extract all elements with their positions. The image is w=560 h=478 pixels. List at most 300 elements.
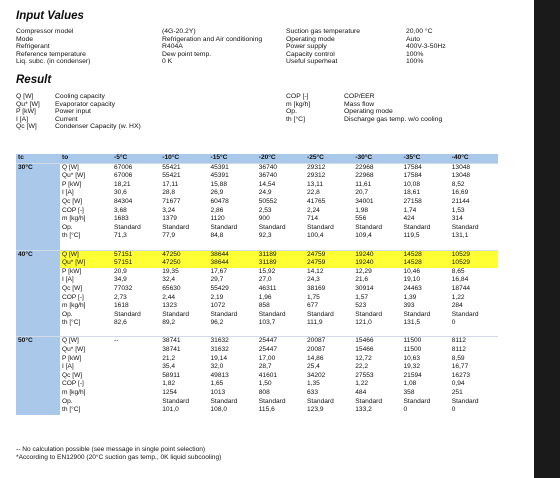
- value-cell: 47250: [160, 259, 208, 268]
- value-cell: 251: [451, 389, 463, 397]
- value-cell: 18,61: [403, 189, 421, 197]
- table-row: [16, 294, 498, 303]
- input-row: [286, 43, 516, 51]
- value-cell: 11500: [402, 337, 450, 346]
- value-cell: 32,4: [162, 276, 176, 284]
- column-header: -15°C: [209, 154, 257, 163]
- value-cell: 14,54: [258, 180, 276, 188]
- input-row: [286, 58, 516, 66]
- value-cell: 38644: [209, 250, 257, 259]
- value-cell: 19,32: [403, 363, 421, 371]
- input-row: [286, 101, 524, 109]
- legend-desc: Discharge gas temp. w/o cooling: [344, 115, 443, 123]
- value-cell: 101,0: [162, 406, 179, 414]
- value-cell: Standard: [307, 310, 334, 318]
- legend-abbr: Q [W]: [16, 93, 34, 100]
- table-row: [16, 250, 498, 259]
- row-label: Op.: [62, 397, 73, 405]
- legend-desc: Current: [55, 115, 78, 123]
- table-row: [16, 285, 498, 294]
- legend-abbr: I [A]: [16, 115, 29, 123]
- value-cell: 10,08: [403, 180, 421, 188]
- value-cell: 55421: [162, 172, 181, 180]
- value-cell: 1013: [210, 389, 226, 397]
- footnote-en12900: *According to EN12900 (20°C suction gas temp., 0K liquid subcooling): [16, 454, 222, 461]
- value-cell: 1683: [114, 215, 129, 223]
- input-values-left: [16, 28, 272, 66]
- value-cell: 1,22: [355, 380, 369, 388]
- row-label: I [A]: [62, 276, 74, 284]
- value-cell: Standard: [258, 397, 286, 405]
- value-cell: 14528: [402, 250, 450, 259]
- value-cell: 45391: [209, 163, 257, 172]
- table-row: [16, 268, 498, 277]
- value-cell: 393: [403, 302, 415, 310]
- value-cell: Standard: [210, 223, 238, 231]
- input-value: 0 K: [162, 58, 173, 66]
- value-cell: Standard: [114, 223, 141, 231]
- value-cell: 29312: [305, 163, 353, 172]
- value-cell: 556: [355, 215, 367, 223]
- table-row: [16, 224, 498, 233]
- value-cell: 0: [403, 406, 408, 414]
- value-cell: 20,9: [114, 267, 127, 275]
- value-cell: 67006: [114, 172, 133, 180]
- value-cell: 1379: [162, 215, 177, 223]
- value-cell: 38169: [307, 284, 326, 292]
- value-cell: 284: [451, 302, 463, 310]
- value-cell: 1,22: [451, 293, 465, 301]
- value-cell: 55421: [160, 163, 208, 172]
- value-cell: 55429: [210, 284, 229, 292]
- value-cell: Standard: [451, 223, 479, 231]
- value-cell: 96,2: [210, 319, 224, 327]
- value-cell: 71,3: [114, 232, 127, 240]
- value-cell: 17,11: [162, 180, 179, 188]
- row-label: Q [W]: [60, 163, 112, 172]
- value-cell: 57151: [112, 250, 160, 259]
- value-cell: 15466: [353, 337, 401, 346]
- gap-cell: [16, 241, 60, 250]
- value-cell: 8,59: [451, 354, 465, 362]
- input-value: 400V-3-50Hz: [406, 43, 446, 51]
- value-cell: Standard: [162, 310, 190, 318]
- result-legend-left: [16, 93, 235, 131]
- value-cell: 8,52: [451, 180, 465, 188]
- value-cell: 27,0: [258, 276, 272, 284]
- value-cell: 8,65: [451, 267, 465, 275]
- row-label: COP [-]: [62, 293, 84, 301]
- value-cell: 50552: [258, 197, 278, 205]
- row-label: Qu* [W]: [62, 172, 86, 180]
- row-label: Op.: [62, 223, 73, 231]
- value-cell: 30,6: [114, 189, 127, 197]
- table-row: [16, 259, 498, 268]
- table-row: [16, 163, 498, 172]
- input-label: Operating mode: [286, 35, 335, 43]
- input-label: Mode: [16, 35, 34, 43]
- value-cell: 38741: [160, 337, 208, 346]
- input-value: Refrigeration and Air conditioning: [162, 35, 263, 43]
- value-cell: 19240: [353, 259, 401, 268]
- value-cell: [112, 380, 160, 389]
- value-cell: --: [112, 337, 160, 346]
- value-cell: 22,8: [307, 189, 320, 197]
- legend-abbr: m [kg/h]: [286, 100, 311, 108]
- value-cell: 20087: [305, 337, 353, 346]
- value-cell: 31189: [257, 259, 305, 268]
- value-cell: 1072: [210, 302, 226, 310]
- value-cell: 2,19: [210, 293, 224, 301]
- value-cell: 11500: [403, 346, 422, 354]
- table-row: [16, 215, 498, 224]
- value-cell: Standard: [258, 310, 286, 318]
- value-cell: 77,9: [162, 232, 176, 240]
- value-cell: Standard: [114, 310, 141, 318]
- value-cell: 24759: [305, 259, 353, 268]
- value-cell: 10,46: [403, 267, 421, 275]
- input-row: [16, 116, 235, 124]
- table-row: [16, 181, 498, 190]
- table-row: [16, 172, 498, 181]
- value-cell: 20,7: [355, 189, 369, 197]
- row-label: Op.: [62, 310, 73, 318]
- input-row: [286, 28, 516, 36]
- value-cell: 1,35: [307, 380, 320, 388]
- value-cell: 10529: [450, 250, 498, 259]
- value-cell: 0: [451, 406, 456, 414]
- value-cell: 677: [307, 302, 319, 310]
- value-cell: 22968: [355, 172, 374, 180]
- value-cell: Standard: [403, 223, 431, 231]
- input-row: [286, 116, 524, 124]
- value-cell: 24463: [403, 284, 422, 292]
- value-cell: 900: [258, 215, 270, 223]
- value-cell: 30914: [355, 284, 374, 292]
- row-label: th [°C]: [62, 232, 81, 240]
- value-cell: 38741: [162, 346, 181, 354]
- value-cell: Standard: [355, 310, 383, 318]
- value-cell: Standard: [403, 397, 431, 405]
- value-cell: 11,61: [355, 180, 372, 188]
- value-cell: 38644: [209, 259, 257, 268]
- value-cell: 32,0: [210, 363, 224, 371]
- value-cell: 131,5: [403, 319, 421, 327]
- value-cell: 77032: [114, 284, 133, 292]
- value-cell: Standard: [355, 397, 383, 405]
- value-cell: [112, 372, 160, 381]
- value-cell: 28,8: [162, 189, 176, 197]
- value-cell: 29312: [307, 172, 326, 180]
- column-header: to: [60, 154, 112, 163]
- input-label: Compressor model: [16, 28, 74, 35]
- input-row: [16, 123, 235, 131]
- value-cell: 16273: [451, 371, 471, 379]
- value-cell: 13048: [450, 163, 498, 172]
- value-cell: 1323: [162, 302, 177, 310]
- value-cell: 92,3: [258, 232, 272, 240]
- value-cell: 25,4: [307, 363, 320, 371]
- value-cell: 100,4: [307, 232, 324, 240]
- value-cell: 21594: [403, 371, 422, 379]
- value-cell: 8112: [451, 346, 466, 354]
- row-label: Qu* [W]: [60, 259, 112, 268]
- legend-abbr: Qu* [W]: [16, 100, 40, 108]
- input-row: [16, 58, 272, 66]
- legend-desc: Cooling capacity: [55, 93, 105, 100]
- legend-desc: Condenser Capacity (w. HX): [55, 123, 141, 131]
- value-cell: 36740: [257, 163, 305, 172]
- value-cell: 84304: [114, 197, 133, 205]
- value-cell: 36740: [258, 172, 278, 180]
- value-cell: 14528: [402, 259, 450, 268]
- value-cell: 31189: [257, 250, 305, 259]
- value-cell: 424: [403, 215, 415, 223]
- value-cell: 0,94: [451, 380, 465, 388]
- value-cell: 133,2: [355, 406, 372, 414]
- row-label: I [A]: [62, 189, 74, 197]
- input-row: [16, 101, 235, 109]
- value-cell: 16,69: [451, 189, 469, 197]
- value-cell: 119,5: [403, 232, 420, 240]
- value-cell: 808: [258, 389, 270, 397]
- column-header: -5°C: [112, 154, 160, 163]
- value-cell: 714: [307, 215, 319, 223]
- value-cell: [112, 389, 160, 398]
- table-row: [16, 380, 498, 389]
- value-cell: Standard: [355, 223, 383, 231]
- condensing-temp-cell: 50°C: [16, 337, 60, 415]
- value-cell: 2,44: [162, 293, 176, 301]
- value-cell: 27158: [403, 197, 422, 205]
- legend-abbr: Qc [W]: [16, 123, 37, 131]
- value-cell: 1254: [162, 389, 177, 397]
- legend-desc: Operating mode: [344, 108, 393, 116]
- legend-abbr: Op.: [286, 108, 297, 116]
- input-row: [16, 93, 235, 101]
- input-row: [16, 51, 272, 59]
- row-label: I [A]: [62, 363, 74, 371]
- value-cell: 49813: [210, 371, 229, 379]
- value-cell: 24,3: [307, 276, 320, 284]
- table-row: [16, 398, 498, 407]
- row-label: Qc [W]: [62, 197, 83, 205]
- input-value: 20,00 °C: [406, 28, 433, 35]
- value-cell: 18744: [451, 284, 471, 292]
- value-cell: 34,9: [114, 276, 127, 284]
- row-label: th [°C]: [62, 319, 81, 327]
- footnotes: [16, 446, 221, 462]
- value-cell: 19,10: [403, 276, 421, 284]
- value-cell: Standard: [258, 223, 286, 231]
- value-cell: 31632: [209, 337, 257, 346]
- table-row: [16, 198, 498, 207]
- value-cell: 8112: [450, 337, 498, 346]
- value-cell: 18,21: [114, 180, 131, 188]
- row-label: COP [-]: [62, 206, 84, 214]
- value-cell: 84,8: [210, 232, 224, 240]
- value-cell: 1,96: [258, 293, 272, 301]
- value-cell: 15466: [355, 346, 374, 354]
- value-cell: 3,68: [114, 206, 127, 214]
- value-cell: 314: [451, 215, 463, 223]
- value-cell: 14,86: [307, 354, 324, 362]
- value-cell: 19,35: [162, 267, 179, 275]
- value-cell: 484: [355, 389, 367, 397]
- result-table: [16, 154, 498, 415]
- value-cell: 57151: [112, 259, 160, 268]
- dark-side-panel: [534, 0, 560, 478]
- table-row: [16, 311, 498, 320]
- gap-cell: [60, 328, 498, 337]
- table-row: [16, 232, 498, 241]
- table-row: [16, 355, 498, 364]
- value-cell: Standard: [210, 310, 238, 318]
- gap-cell: [60, 241, 498, 250]
- group-gap: [16, 241, 498, 250]
- value-cell: 41765: [307, 197, 326, 205]
- row-label: Q [W]: [60, 337, 112, 346]
- value-cell: 2,24: [307, 206, 320, 214]
- input-values-right: [286, 28, 516, 66]
- table-row: [16, 406, 498, 415]
- value-cell: 20087: [307, 346, 326, 354]
- value-cell: 16,84: [451, 276, 469, 284]
- input-value: R404A: [162, 43, 183, 51]
- value-cell: Standard: [162, 397, 190, 405]
- input-row: [16, 43, 272, 51]
- value-cell: 12,72: [355, 354, 372, 362]
- legend-abbr: P [kW]: [16, 108, 36, 116]
- value-cell: 1,08: [403, 380, 417, 388]
- column-header: -20°C: [257, 154, 305, 163]
- value-cell: 24759: [305, 250, 353, 259]
- value-cell: 1618: [114, 302, 129, 310]
- value-cell: Standard: [307, 223, 334, 231]
- value-cell: [112, 363, 160, 372]
- table-row: [16, 276, 498, 285]
- result-title: Result: [16, 74, 52, 86]
- legend-desc: Evaporator capacity: [55, 100, 116, 108]
- legend-desc: Mass flow: [344, 100, 375, 108]
- value-cell: [112, 406, 160, 415]
- input-value: 100%: [406, 50, 424, 58]
- value-cell: 35,4: [162, 363, 176, 371]
- value-cell: 123,9: [307, 406, 324, 414]
- input-row: [286, 93, 524, 101]
- row-label: P [kW]: [62, 267, 82, 275]
- condensing-temp-cell: 40°C: [16, 250, 60, 328]
- value-cell: 28,7: [258, 363, 272, 371]
- value-cell: 47250: [160, 250, 208, 259]
- value-cell: 17584: [402, 163, 450, 172]
- value-cell: [112, 355, 160, 364]
- value-cell: 22,2: [355, 363, 369, 371]
- value-cell: 10529: [450, 259, 498, 268]
- input-row: [286, 108, 524, 116]
- row-label: m [kg/h]: [62, 389, 86, 397]
- row-label: COP [-]: [62, 380, 84, 388]
- value-cell: 41601: [258, 371, 278, 379]
- row-label: Q [W]: [60, 250, 112, 259]
- value-cell: 82,6: [114, 319, 127, 327]
- value-cell: 1,82: [162, 380, 176, 388]
- input-row: [16, 36, 272, 44]
- value-cell: 19240: [353, 250, 401, 259]
- value-cell: 108,0: [210, 406, 228, 414]
- value-cell: 46311: [258, 284, 277, 292]
- value-cell: Standard: [403, 310, 431, 318]
- table-row: [16, 337, 498, 346]
- table-header-row: [16, 154, 498, 163]
- row-label: th [°C]: [62, 406, 81, 414]
- input-row: [16, 28, 272, 36]
- value-cell: 1120: [210, 215, 225, 223]
- value-cell: 21,2: [162, 354, 176, 362]
- value-cell: 17,00: [258, 354, 276, 362]
- input-values-title: Input Values: [16, 10, 84, 22]
- value-cell: 633: [307, 389, 319, 397]
- input-label: Reference temperature: [16, 50, 86, 58]
- result-legend-right: [286, 93, 524, 123]
- column-header: -25°C: [305, 154, 353, 163]
- value-cell: 0: [451, 319, 456, 327]
- value-cell: 58911: [162, 371, 181, 379]
- value-cell: 45391: [210, 172, 229, 180]
- column-header: -35°C: [402, 154, 450, 163]
- input-label: Capacity control: [286, 50, 335, 58]
- footnote-no-calc: -- No calculation possible (see message in single point selection): [16, 446, 206, 453]
- value-cell: 111,9: [307, 319, 323, 327]
- column-header: tc: [16, 154, 60, 163]
- value-cell: 2,73: [114, 293, 127, 301]
- value-cell: 27553: [355, 371, 374, 379]
- value-cell: 17584: [403, 172, 422, 180]
- row-label: m [kg/h]: [62, 215, 86, 223]
- legend-abbr: th [°C]: [286, 115, 305, 123]
- value-cell: 858: [258, 302, 270, 310]
- input-label: Power supply: [286, 43, 327, 51]
- value-cell: 3,24: [162, 206, 176, 214]
- value-cell: 22968: [353, 163, 401, 172]
- input-label: Refrigerant: [16, 43, 50, 51]
- value-cell: Standard: [162, 223, 190, 231]
- value-cell: 21144: [451, 197, 470, 205]
- value-cell: 103,7: [258, 319, 276, 327]
- value-cell: 109,4: [355, 232, 372, 240]
- value-cell: 21,6: [355, 276, 369, 284]
- value-cell: 14,12: [307, 267, 324, 275]
- table-row: [16, 346, 498, 355]
- value-cell: 12,29: [355, 267, 372, 275]
- group-gap: [16, 328, 498, 337]
- value-cell: 29,7: [210, 276, 224, 284]
- value-cell: 34202: [307, 371, 326, 379]
- value-cell: 1,98: [355, 206, 369, 214]
- gap-cell: [16, 328, 60, 337]
- input-row: [286, 51, 516, 59]
- value-cell: 131,1: [451, 232, 469, 240]
- value-cell: [112, 398, 160, 407]
- legend-desc: Power input: [55, 108, 91, 116]
- row-label: Qu* [W]: [62, 346, 86, 354]
- input-value: Dew point temp.: [162, 50, 212, 58]
- value-cell: 1,75: [307, 293, 320, 301]
- value-cell: 34001: [355, 197, 374, 205]
- row-label: m [kg/h]: [62, 302, 86, 310]
- value-cell: 1,74: [403, 206, 417, 214]
- value-cell: Standard: [451, 310, 479, 318]
